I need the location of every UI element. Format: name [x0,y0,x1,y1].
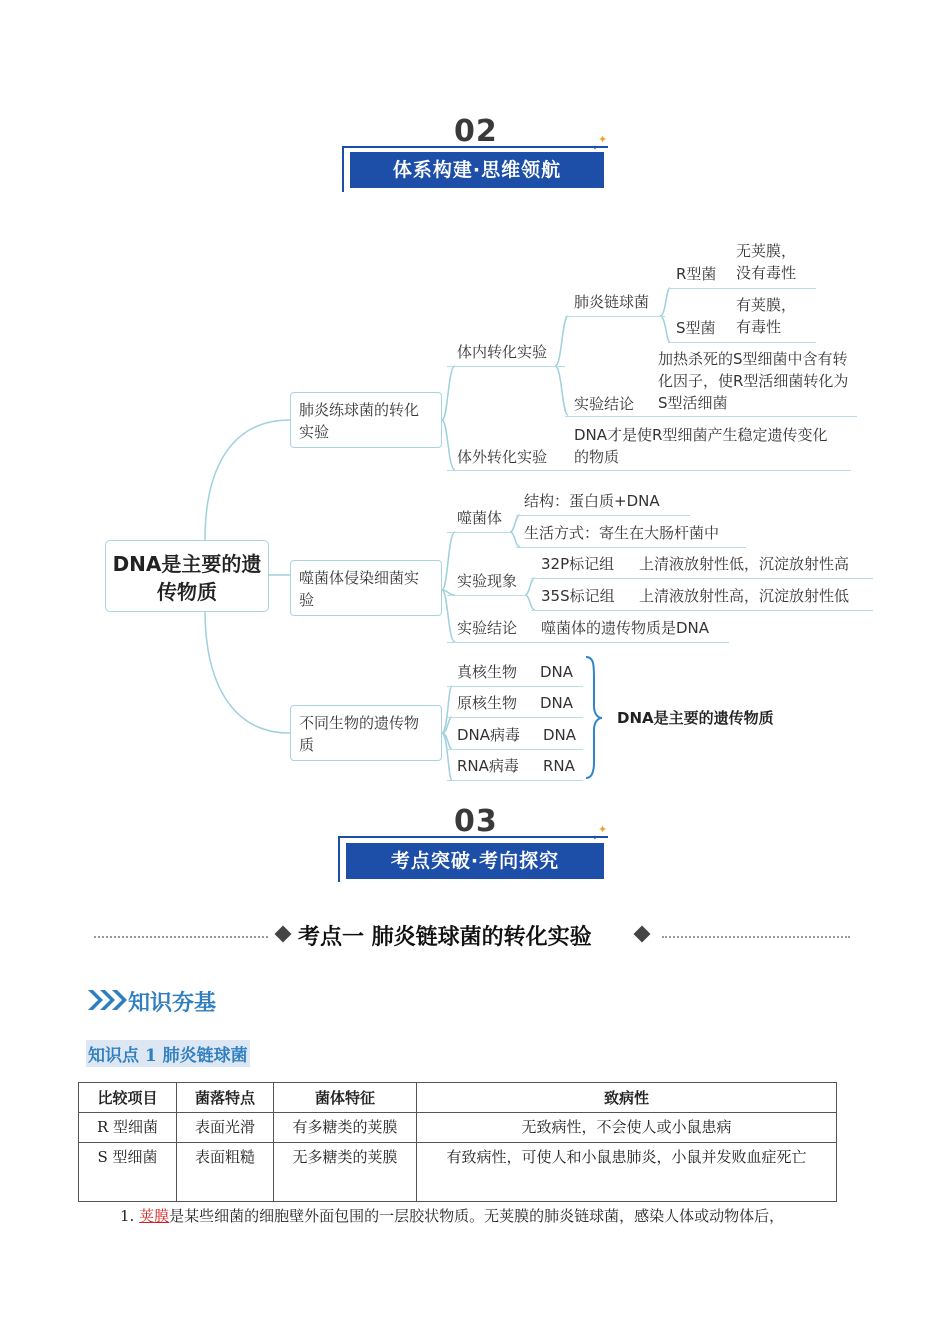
phage-lifestyle: 生活方式：寄生在大肠杆菌中 [524,524,720,542]
table-cell: 无致病性，不会使人或小鼠患病 [417,1113,837,1143]
underline [447,470,851,471]
in-vivo-experiment: 体内转化实验 [457,343,548,361]
conclusion-label: 实验结论 [574,395,635,413]
organism-eukaryote: 真核生物 [457,663,518,681]
underline [516,547,746,548]
p32-group: 32P标记组 [541,555,615,573]
s-type-label: S型菌 [676,319,716,337]
phage-structure: 结构：蛋白质+DNA [524,492,660,510]
underline [668,342,816,343]
pneumococcus-label: 肺炎链球菌 [574,293,650,311]
underline [531,610,873,611]
s35-result: 上清液放射性高，沉淀放射性低 [639,587,850,605]
phenomenon-label: 实验现象 [457,572,518,590]
underline [565,316,665,317]
section-title: 考点⼀ 肺炎链球菌的转化实验 [298,925,592,950]
phage-label: 噬菌体 [457,509,503,527]
table-cell: R 型细菌 [79,1113,177,1143]
table-header: 菌体特征 [274,1083,417,1113]
sparkle-icon: ✦ [598,823,608,836]
underline [447,642,729,643]
phage-conclusion-label: 实验结论 [457,619,518,637]
organism-dna-virus: DNA病毒 [457,726,521,744]
mindmap-root: DNA是主要的遗传物质 [105,540,269,612]
genetic-material-summary: DNA是主要的遗传物质 [617,709,774,727]
knowledge-point-title: 知识点 1 肺炎链球菌 [86,1040,250,1067]
table-header-row [79,1083,837,1113]
in-vitro-experiment: 体外转化实验 [457,448,548,466]
underline [447,780,583,781]
table-header: 致病性 [417,1083,837,1113]
underline [447,749,583,750]
double-chevron-icon [86,988,130,1012]
table-header: 比较项目 [79,1083,177,1113]
section-divider-right [662,936,850,938]
table-cell: 表面光滑 [177,1113,274,1143]
branch-phage-experiment: 噬菌体侵染细菌实验 [290,560,442,616]
underline [516,515,690,516]
p32-result: 上清液放射性低，沉淀放射性高 [639,555,850,573]
organism-rna-virus: RNA病毒 [457,757,519,775]
branch-genetic-material: 不同生物的遗传物质 [290,705,442,761]
underline [668,288,816,289]
knowledge-heading: 知识夯基 [128,991,217,1016]
sparkle-icon: ✦ [592,834,598,842]
table-row [79,1113,837,1143]
diamond-icon [275,926,292,943]
s-type-description: 有荚膜，有毒性 [736,296,797,336]
underline [447,686,583,687]
banner-title: 考点突破·考向探究 [346,843,604,879]
table-cell: 有多糖类的荚膜 [274,1113,417,1143]
branch-transformation-experiment: 肺炎练球菌的转化实验 [290,392,442,448]
r-type-label: R型菌 [676,265,717,283]
table-cell: 无多糖类的荚膜 [274,1143,417,1202]
underline [447,717,583,718]
underline [565,416,857,417]
banner-number: 03 [454,804,498,839]
diamond-icon [634,926,651,943]
r-type-description: 无荚膜，没有毒性 [736,242,797,282]
table-cell: S 型细菌 [79,1143,177,1202]
in-vitro-text: DNA才是使R型细菌产生稳定遗传变化的物质 [574,426,828,466]
note-term: 荚膜 [139,1207,170,1225]
note-text: 是某些细菌的细胞壁外面包围的一层胶状物质。无荚膜的肺炎链球菌，感染人体或动物体后， [169,1207,785,1225]
underline [447,595,527,596]
table-cell: 表面粗糙 [177,1143,274,1202]
phage-conclusion-text: 噬菌体的遗传物质是DNA [541,619,710,637]
material-prokaryote: DNA [540,694,574,712]
conclusion-text: 加热杀死的S型细菌中含有转化因子，使R型活细菌转化为S型活细菌 [658,350,849,412]
banner-title: 体系构建·思维领航 [350,152,604,188]
comparison-table [78,1082,837,1202]
section-divider-left [94,936,268,938]
material-dna-virus: DNA [543,726,577,744]
material-eukaryote: DNA [540,663,574,681]
material-rna-virus: RNA [543,757,575,775]
banner-number: 02 [454,114,498,149]
table-row [79,1143,837,1202]
sparkle-icon: ✦ [592,144,598,152]
sparkle-icon: ✦ [598,133,608,146]
note-line [120,1205,784,1226]
s35-group: 35S标记组 [541,587,615,605]
underline [531,578,873,579]
note-number: 1. [120,1207,140,1225]
table-cell: 有致病性，可使人和小鼠患肺炎，小鼠并发败血症死亡 [417,1143,837,1202]
table-header: 菌落特点 [177,1083,274,1113]
underline [447,532,511,533]
underline [447,366,565,367]
organism-prokaryote: 原核生物 [457,694,518,712]
